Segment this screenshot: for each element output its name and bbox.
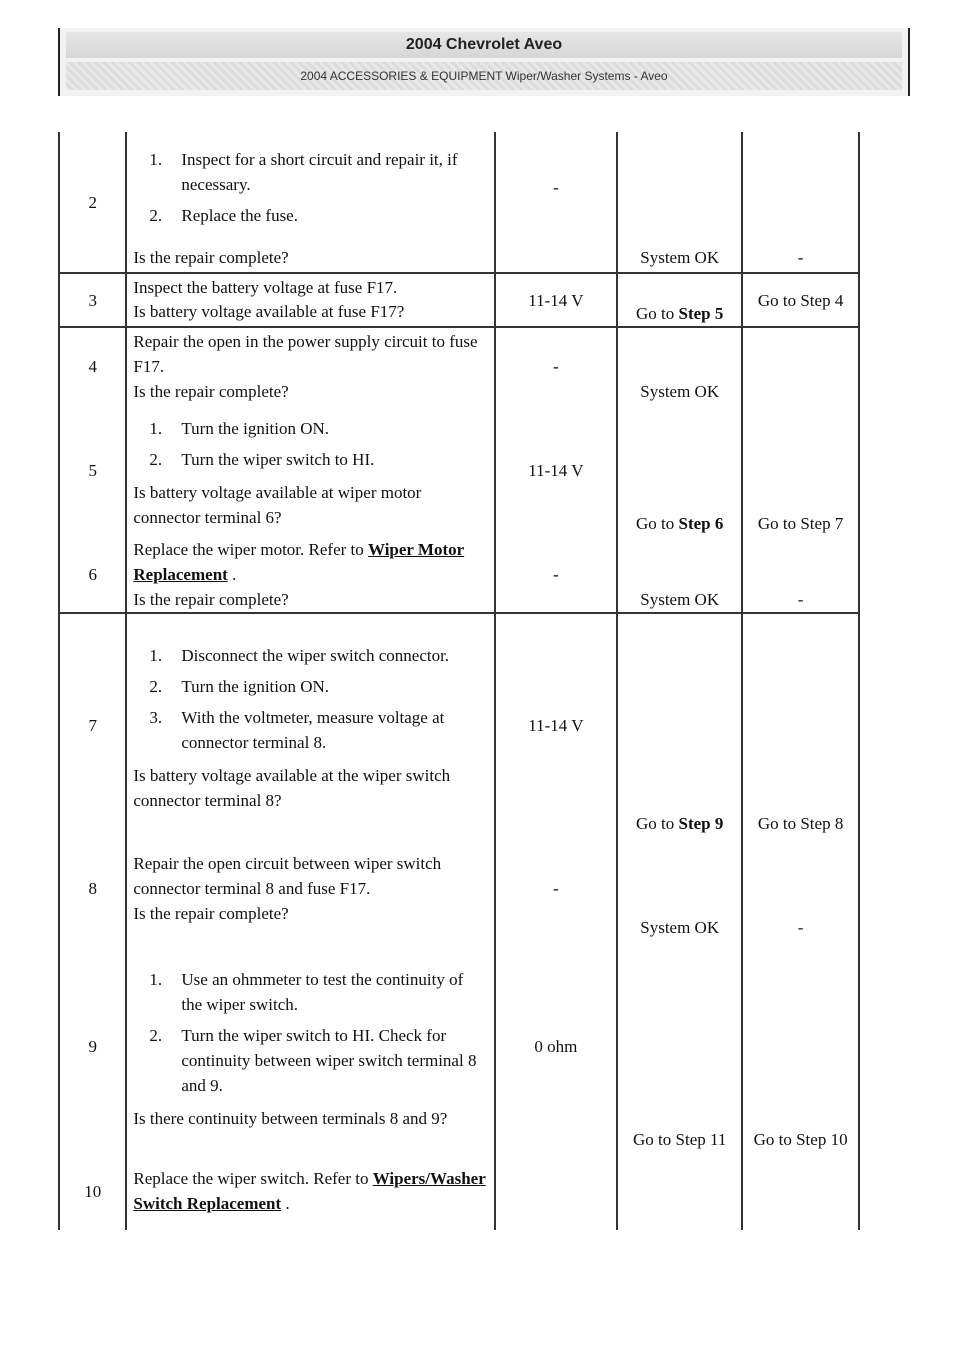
specified-value: 11-14 V xyxy=(495,404,618,536)
step-question: Is there continuity between terminals 8 and 9? xyxy=(133,1109,448,1128)
yes-action: Go to Step 6 xyxy=(617,404,742,536)
specified-value xyxy=(495,1152,618,1230)
specified-value: 11-14 V xyxy=(495,273,618,327)
list-item: 1. Turn the ignition ON. xyxy=(149,419,330,438)
step-action: Repair the open in the power supply circuit to fuse F17. Is the repair complete? xyxy=(126,327,494,404)
table-row xyxy=(59,404,859,536)
list-item: 1. Disconnect the wiper switch connector. xyxy=(149,646,450,665)
specified-value: - xyxy=(495,836,618,940)
specified-value: - xyxy=(495,132,618,242)
step-number: 8 xyxy=(59,836,126,940)
no-action: Go to Step 7 xyxy=(742,404,859,536)
step-action xyxy=(126,132,494,242)
step-number: 3 xyxy=(59,273,126,327)
specified-value: - xyxy=(495,327,618,404)
list-item: 1. Inspect for a short circuit and repair it, if necessary. xyxy=(149,149,458,194)
step-action: Inspect the battery voltage at fuse F17. Is battery voltage available at fuse F17? xyxy=(126,273,494,327)
document-subtitle: 2004 ACCESSORIES & EQUIPMENT Wiper/Washer Systems - Aveo xyxy=(66,62,902,90)
no-action xyxy=(742,1152,859,1230)
table-row xyxy=(59,242,859,273)
list-item: 3. With the voltmeter, measure voltage at connector terminal 8. xyxy=(149,708,445,752)
specified-value: 0 ohm xyxy=(495,940,618,1152)
step-action: Replace the wiper motor. Refer to Wiper Motor Replacement . Is the repair complete? xyxy=(126,536,494,613)
step-question: Is battery voltage available at fuse F17? xyxy=(133,302,405,321)
step-number: 2 xyxy=(59,132,126,273)
yes-action: Go to Step 5 xyxy=(617,273,742,327)
yes-action: System OK xyxy=(617,536,742,613)
step-number: 7 xyxy=(59,613,126,836)
list-item: 1. Use an ohmmeter to test the continuity of the wiper switch. xyxy=(149,970,464,1014)
no-action: Go to Step 4 xyxy=(742,273,859,327)
list-item: 2. Replace the fuse. xyxy=(149,205,298,225)
table-row xyxy=(59,940,859,1152)
yes-action: Go to Step 11 xyxy=(617,940,742,1152)
yes-action: System OK xyxy=(617,836,742,940)
page-header xyxy=(58,28,910,96)
table-row xyxy=(59,536,859,613)
step-question: Is the repair complete? xyxy=(133,589,289,609)
wiper-motor-replacement-link[interactable]: Wiper Motor Replacement xyxy=(133,539,465,584)
specified-value: - xyxy=(495,536,618,613)
step-action xyxy=(126,613,494,836)
table-row xyxy=(59,132,859,242)
step-number: 5 xyxy=(59,404,126,536)
step-action xyxy=(126,940,494,1152)
list-item: 2. Turn the wiper switch to HI. xyxy=(149,450,375,469)
yes-action: System OK xyxy=(617,327,742,404)
step-number: 4 xyxy=(59,327,126,404)
diagnostic-table xyxy=(58,132,860,1230)
step-action: Replace the wiper switch. Refer to Wipers/Washer Switch Replacement . xyxy=(126,1152,494,1230)
step-action xyxy=(126,404,494,536)
step-action: Repair the open circuit between wiper switch connector terminal 8 and fuse F17. Is the repair complete? xyxy=(126,836,494,940)
step-number: 10 xyxy=(59,1152,126,1230)
step-question: Is battery voltage available at the wiper switch connector terminal 8? xyxy=(133,766,451,810)
specified-value: 11-14 V xyxy=(495,613,618,836)
no-action: - xyxy=(742,242,859,273)
no-action: Go to Step 8 xyxy=(742,613,859,836)
no-action xyxy=(742,327,859,404)
no-action: - xyxy=(742,536,859,613)
table-row xyxy=(59,1152,859,1230)
list-item: 2. Turn the wiper switch to HI. Check for continuity between wiper switch terminal 8 and 9. xyxy=(149,1026,477,1095)
document-title: 2004 Chevrolet Aveo xyxy=(66,32,902,58)
table-row xyxy=(59,836,859,940)
wipers-washer-switch-replacement-link[interactable]: Wipers/Washer Switch Replacement xyxy=(133,1169,486,1213)
yes-action: Go to Step 9 xyxy=(617,613,742,836)
no-action: Go to Step 10 xyxy=(742,940,859,1152)
table-row xyxy=(59,327,859,404)
step-question: Is the repair complete? xyxy=(133,903,289,923)
no-action: - xyxy=(742,836,859,940)
step-question: Is the repair complete? xyxy=(133,381,289,401)
table-row xyxy=(59,273,859,327)
list-item: 2. Turn the ignition ON. xyxy=(149,677,330,696)
step-question: Is battery voltage available at wiper motor connector terminal 6? xyxy=(133,483,422,527)
step-question: Is the repair complete? xyxy=(126,242,494,273)
table-row xyxy=(59,613,859,836)
step-number: 9 xyxy=(59,940,126,1152)
step-number: 6 xyxy=(59,536,126,613)
yes-action xyxy=(617,1152,742,1230)
yes-action: System OK xyxy=(617,242,742,273)
